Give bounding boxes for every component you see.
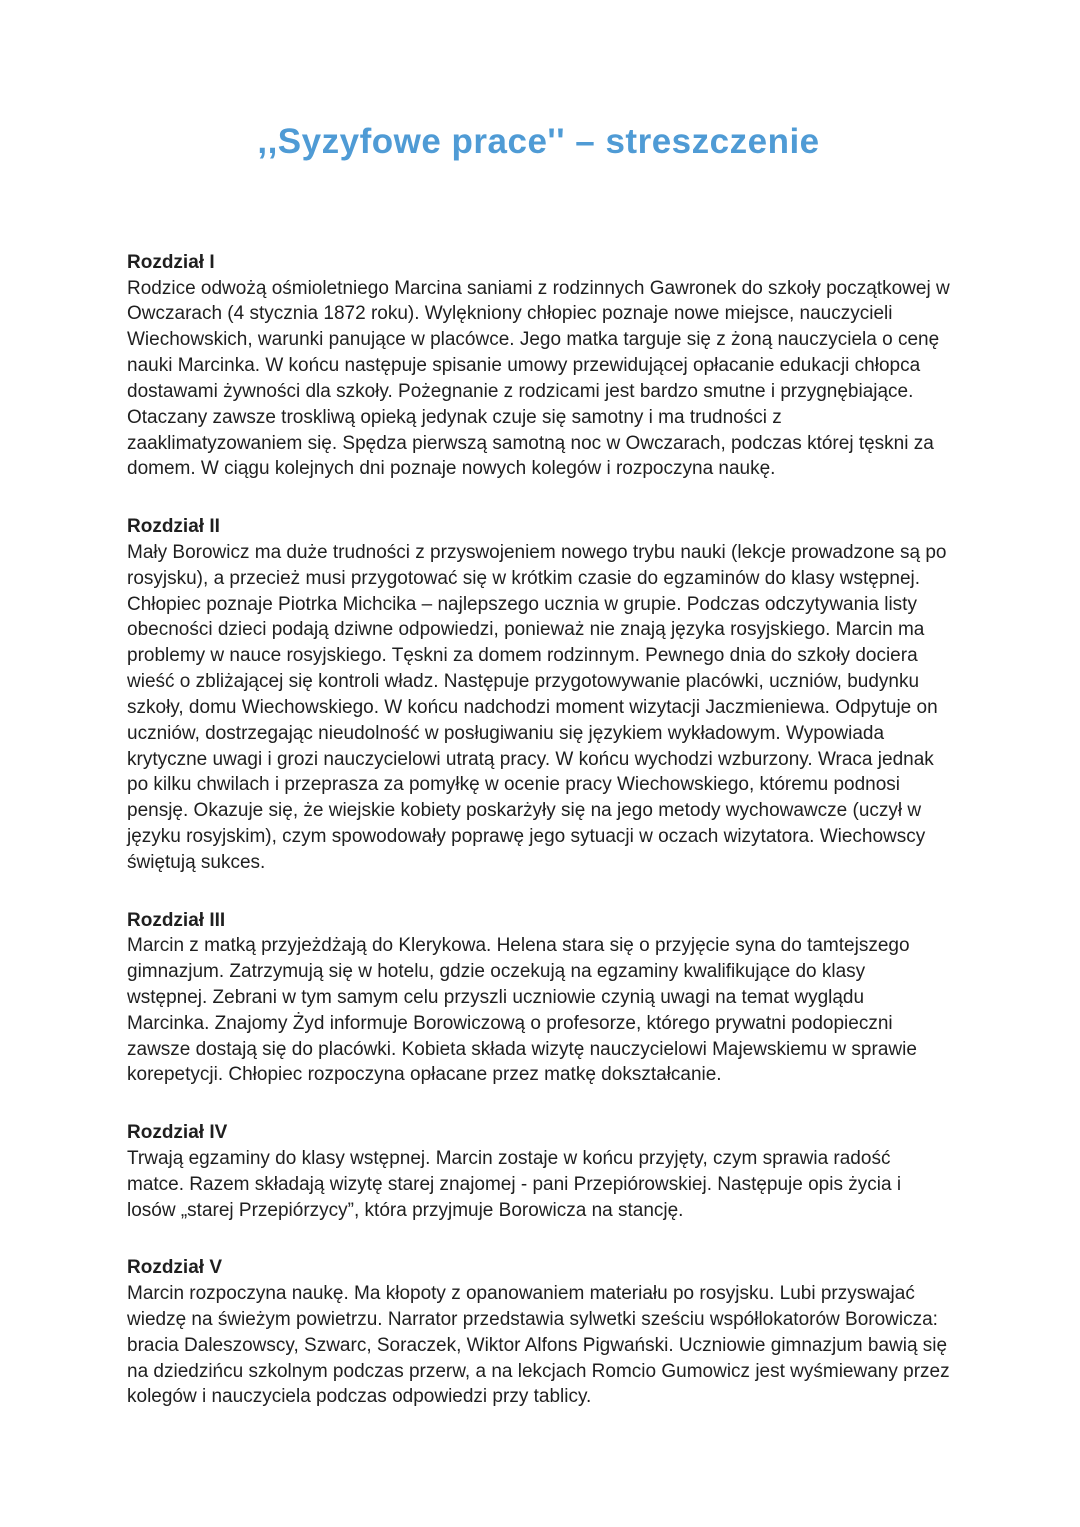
section-heading: Rozdział IV xyxy=(127,1122,228,1144)
section-heading: Rozdział II xyxy=(127,516,220,538)
section-body: Mały Borowicz ma duże trudności z przyswojeniem nowego trybu nauki (lekcje prowadzone są po rosyjsku), a przecież musi przygotować się w krótkim czasie do egzaminów do klasy wstępnej. Chłopiec poznaje Piotrka Michcika – najlepszego ucznia w grupie. Podczas odczytywania listy obecności dzieci podają dziwne odpowiedzi, ponieważ nie znają języka rosyjskiego. Marcin ma problemy w nauce rosyjskiego. Tęskni za domem rodzinnym. Pewnego dnia do szkoły dociera wieść o zbliżającej się kontroli władz. Następuje przygotowywanie placówki, uczniów, budynku szkoły, domu Wiechowskiego. W końcu nadchodzi moment wizytacji Jaczmieniewa. Odpytuje on uczniów, dostrzegając nieudolność w posługiwaniu się językiem wykładowym. Wypowiada krytyczne uwagi i grozi nauczycielowi utratą pracy. W końcu wychodzi wzburzony. Wraca jednak po kilku chwilach i przeprasza za pomyłkę w ocenie pracy Wiechowskiego, któremu podnosi pensję. Okazuje się, że wiejskie kobiety poskarżyły się na jego metody wychowawcze (uczył w języku rosyjskim), czym spowodowały poprawę jego sytuacji w oczach wizytatora. Wiechowscy świętują sukces. xyxy=(127,541,947,873)
section-body: Marcin rozpoczyna naukę. Ma kłopoty z opanowaniem materiału po rosyjsku. Lubi przyswajać wiedzę na świeżym powietrzu. Narrator przedstawia sylwetki sześciu współlokatorów Borowicza: bracia Daleszowscy, Szwarc, Soraczek, Wiktor Alfons Pigwański. Uczniowie gimnazjum bawią się na dziedzińcu szkolnym podczas przerw, a na lekcjach Romcio Gumowicz jest wyśmiewany przez kolegów i nauczyciela podczas odpowiedzi przy tablicy. xyxy=(127,1283,950,1408)
section-heading: Rozdział III xyxy=(127,909,226,931)
section-heading: Rozdział I xyxy=(127,252,215,273)
section-heading: Rozdział V xyxy=(127,1257,223,1279)
section-rozdzial-2 xyxy=(127,514,950,875)
section-body: Trwają egzaminy do klasy wstępnej. Marcin zostaje w końcu przyjęty, czym sprawia radość matce. Razem składają wizytę starej znajomej - pani Przepiórowskiej. Następuje opis życia i losów „starej Przepiórzycy”, która przyjmuje Borowicza na stancję. xyxy=(127,1147,902,1221)
section-rozdzial-5 xyxy=(127,1255,950,1410)
section-body: Rodzice odwożą ośmioletniego Marcina saniami z rodzinnych Gawronek do szkoły początkowej w Owczarach (4 stycznia 1872 roku). Wylękniony chłopiec poznaje nowe miejsce, nauczycieli Wiechowskich, warunki panujące w placówce. Jego matka targuje się z żoną nauczyciela o cenę nauki Marcinka. W końcu następuje spisanie umowy przewidującej opłacanie edukacji chłopca dostawami żywności dla szkoły. Pożegnanie z rodzicami jest bardzo smutne i przygnębiające. Otaczany zawsze troskliwą opieką jedynak czuje się samotny i ma trudności z zaaklimatyzowaniem się. Spędza pierwszą samotną noc w Owczarach, podczas której tęskni za domem. W ciągu kolejnych dni poznaje nowych kolegów i rozpoczyna naukę. xyxy=(127,277,950,480)
section-rozdzial-3 xyxy=(127,908,950,1089)
section-rozdzial-1 xyxy=(127,250,950,482)
document-title: ,,Syzyfowe prace'' – streszczenie xyxy=(257,122,820,161)
section-body: Marcin z matką przyjeżdżają do Klerykowa. Helena stara się o przyjęcie syna do tamtejszego gimnazjum. Zatrzymują się w hotelu, gdzie oczekują na egzaminy kwalifikujące do klasy wstępnej. Zebrani w tym samym celu przyszli uczniowie czynią uwagi na temat wyglądu Marcinka. Znajomy Żyd informuje Borowiczową o profesorze, którego prywatni podopieczni zawsze dostają się do placówki. Kobieta składa wizytę nauczycielowi Majewskiemu w sprawie korepetycji. Chłopiec rozpoczyna opłacane przez matkę dokształcanie. xyxy=(127,935,917,1086)
section-rozdzial-4 xyxy=(127,1120,950,1223)
